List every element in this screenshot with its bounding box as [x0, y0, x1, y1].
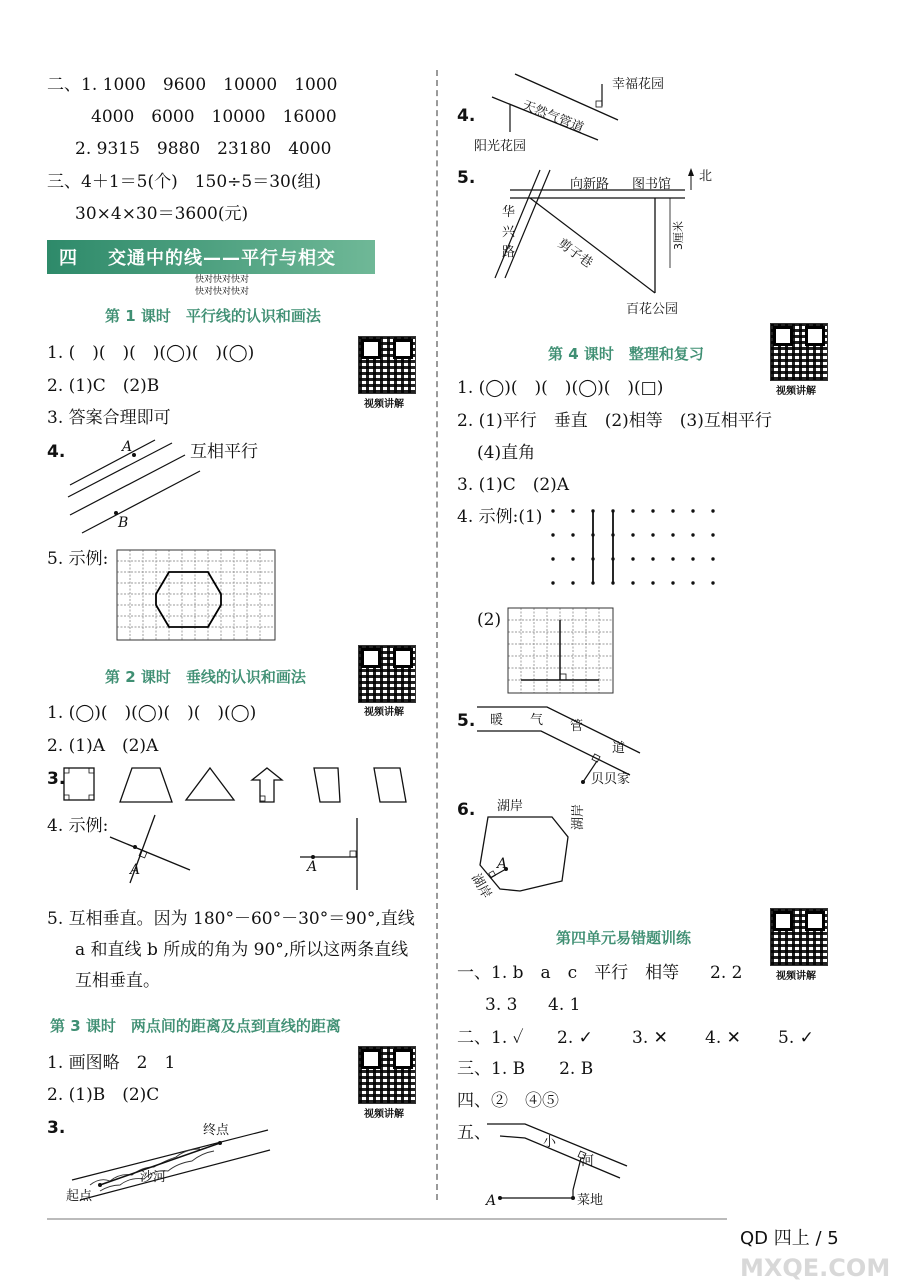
l4-q5-gas: 气	[530, 713, 544, 728]
r-q5-road1: 向新路	[570, 177, 610, 192]
u-2-2: 2. ✓	[557, 1028, 593, 1048]
qr-code-lesson1[interactable]	[358, 336, 416, 394]
l3-q1: 1. 画图略 2 1	[47, 1053, 176, 1073]
l1-q4-point-a: A	[122, 439, 133, 455]
watermark-text: MXQE.COM	[740, 1254, 891, 1282]
l3-start-label: 起点	[66, 1189, 93, 1204]
u-2-4: 4. ✕	[705, 1028, 741, 1048]
lesson-4-title: 第 4 课时 整理和复习	[548, 345, 704, 363]
r-q4: 4.	[457, 106, 476, 126]
l3-river-label: 沙河	[140, 1170, 167, 1185]
banner-small-1: 快对快对快对	[195, 275, 250, 285]
l3-q2: 2. (1)B (2)C	[47, 1085, 160, 1105]
l1-q4: 4.	[47, 442, 66, 462]
l1-q5: 5. 示例:	[47, 549, 109, 569]
l2-q5-row2: a 和直线 b 所成的角为 90°,所以这两条直线	[75, 940, 409, 960]
unit-number: 四	[59, 248, 78, 269]
l4-q6-shore3: 湖岸	[467, 871, 494, 902]
u-3: 三、1. B 2. B	[457, 1059, 594, 1079]
unit-error-title: 第四单元易错题训练	[556, 929, 692, 947]
l4-q5: 5.	[457, 711, 476, 731]
r-q5-north: 北	[699, 169, 713, 184]
l2-q4-point-a1: A	[130, 862, 141, 878]
gas-pipeline-figure	[490, 72, 620, 142]
r-q5-lane: 剪子巷	[554, 236, 596, 272]
unit-banner	[47, 240, 375, 274]
r-q5: 5.	[457, 168, 476, 188]
l2-q2: 2. (1)A (2)A	[47, 736, 159, 756]
l4-q2-row2: (4)直角	[477, 443, 536, 463]
perpendicular-grid-figure	[508, 608, 613, 693]
u-1-2: 2. 2	[710, 963, 743, 983]
answer-3-row1: 三、4＋1＝5(个) 150÷5＝30(组)	[47, 172, 322, 192]
l2-q4: 4. 示例:	[47, 816, 109, 836]
u-1-1: 一、1. b a c 平行 相等	[457, 963, 680, 983]
l4-q5-warm: 暖	[490, 713, 504, 728]
lesson-3-title: 第 3 课时 两点间的距离及点到直线的距离	[50, 1017, 341, 1035]
l1-q3: 3. 答案合理即可	[47, 408, 171, 428]
u-1-4: 4. 1	[548, 995, 581, 1015]
r-q4-garden2: 阳光花园	[474, 139, 527, 154]
u-5-river: 河	[581, 1154, 595, 1169]
r-q4-garden1: 幸福花园	[612, 77, 665, 92]
answer-2-1-row1: 二、1. 1000 9600 10000 1000	[47, 75, 338, 95]
answer-2-2: 2. 9315 9880 23180 4000	[75, 139, 332, 159]
r-q4-pipe-label: 天然气管道	[519, 98, 586, 137]
qr-code-lesson2[interactable]	[358, 645, 416, 703]
qr-code-lesson3[interactable]	[358, 1046, 416, 1104]
u-5-small: 小	[543, 1135, 557, 1150]
u-1-3: 3. 3	[485, 995, 518, 1015]
l4-q1: 1. (◯)( )( )(◯)( )(□)	[457, 378, 664, 398]
r-q5-park: 百花公园	[626, 302, 679, 317]
qr-caption-unit: 视频讲解	[776, 971, 816, 982]
qr-caption-lesson3: 视频讲解	[364, 1109, 404, 1120]
l1-q2: 2. (1)C (2)B	[47, 376, 160, 396]
l4-q4-part2: (2)	[477, 610, 502, 630]
l4-q6-shore2: 湖岸	[571, 803, 586, 830]
u-2-1: 二、1. ✓	[457, 1028, 524, 1048]
qr-caption-lesson1: 视频讲解	[364, 399, 404, 410]
qr-code-unit[interactable]	[770, 908, 828, 966]
l1-q1: 1. ( )( )( )(◯)( )(◯)	[47, 343, 255, 363]
u-2-3: 3. ✕	[632, 1028, 668, 1048]
l2-q3: 3.	[47, 769, 66, 789]
u-5: 五、	[457, 1123, 491, 1143]
qr-caption-lesson2: 视频讲解	[364, 707, 404, 718]
l4-q5-home: 贝贝家	[591, 772, 631, 787]
answer-2-1-row2: 4000 6000 10000 16000	[91, 107, 337, 127]
u-5-field: 菜地	[577, 1193, 604, 1208]
u-4: 四、② ④⑤	[457, 1091, 559, 1111]
column-divider	[436, 70, 438, 1200]
u-2-5: 5. ✓	[778, 1028, 814, 1048]
l3-q3: 3.	[47, 1118, 66, 1138]
l1-q4-label: 互相平行	[190, 442, 258, 462]
l2-q5-row1: 5. 互相垂直。因为 180°－60°－30°＝90°,直线	[47, 909, 415, 929]
lesson-2-title: 第 2 课时 垂线的认识和画法	[105, 668, 306, 686]
shapes-right-angle-figure	[62, 766, 412, 806]
qr-code-lesson4[interactable]	[770, 323, 828, 381]
footer-line	[47, 1218, 727, 1220]
l4-q5-pipe: 管	[570, 719, 584, 734]
l4-q4: 4. 示例:(1)	[457, 507, 543, 527]
page-number: QD 四上 / 5	[740, 1228, 839, 1249]
r-q5-road2: 华兴路	[502, 205, 516, 260]
l3-end-label: 终点	[203, 1123, 230, 1138]
l4-q5-road: 道	[612, 741, 626, 756]
l2-q4-point-a2: A	[307, 859, 318, 875]
answer-3-row2: 30×4×30＝3600(元)	[75, 204, 249, 224]
banner-small-2: 快对快对快对	[195, 287, 250, 297]
l4-q6-point-a: A	[497, 856, 508, 872]
river-distance-figure	[70, 1125, 270, 1205]
river-field-figure	[485, 1118, 635, 1208]
l2-q5-row3: 互相垂直。	[75, 971, 160, 991]
l2-q1: 1. (◯)( )(◯)( )( )(◯)	[47, 703, 257, 723]
l4-q2-row1: 2. (1)平行 垂直 (2)相等 (3)互相平行	[457, 411, 772, 431]
unit-title: 交通中的线——平行与相交	[108, 248, 336, 269]
perpendicular-examples-figure	[110, 815, 370, 895]
r-q5-library: 图书馆	[632, 177, 672, 192]
dot-grid-figure	[550, 508, 720, 588]
octagon-grid-figure	[117, 550, 275, 640]
l4-q6-shore1: 湖岸	[497, 799, 524, 814]
r-q5-scale: 3厘米	[672, 221, 685, 250]
l4-q3: 3. (1)C (2)A	[457, 475, 570, 495]
qr-caption-lesson4: 视频讲解	[776, 386, 816, 397]
l4-q6: 6.	[457, 800, 476, 820]
l1-q4-point-b: B	[118, 515, 129, 531]
lesson-1-title: 第 1 课时 平行线的认识和画法	[105, 307, 321, 325]
u-5-point-a: A	[486, 1193, 497, 1209]
